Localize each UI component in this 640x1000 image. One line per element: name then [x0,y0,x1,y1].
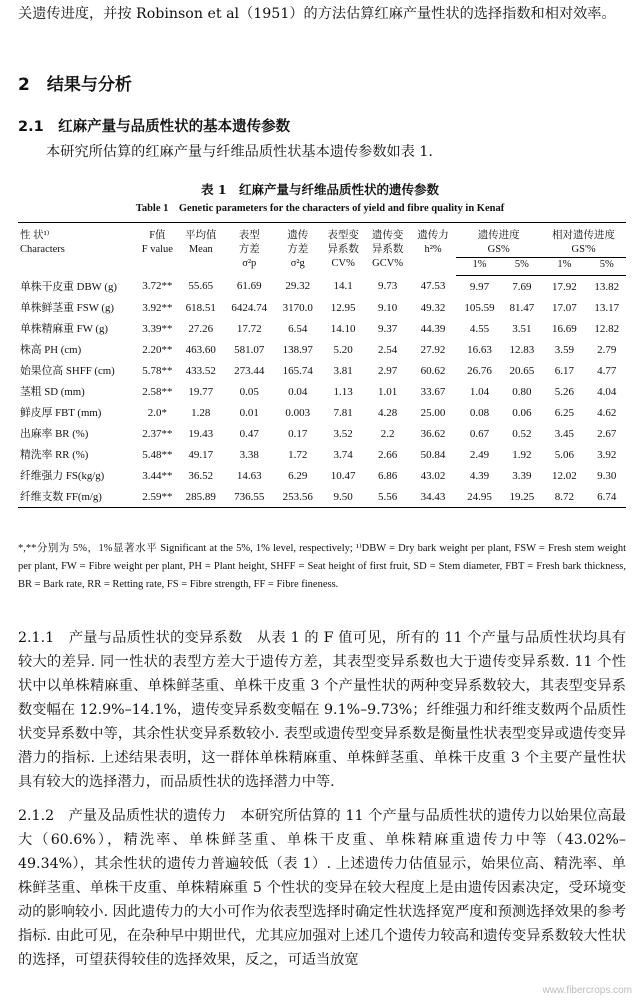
header-pcv-1: 表型变 [327,230,359,241]
table-cell: 3170.0 [282,301,313,314]
table-cell: 16.69 [551,322,577,335]
table-cell: 12.83 [509,343,535,356]
table-cell: 0.003 [285,406,311,419]
table-cell: 4.39 [469,469,490,482]
header-gv-symbol: σ²g [290,258,305,269]
table-row [18,381,626,402]
table-cell: 2.66 [377,448,398,461]
table-cell: 7.69 [512,280,532,293]
section-heading: 2 结果与分析 [18,75,132,95]
table-cell: 3.74 [333,448,353,461]
table-cell: 4.28 [377,406,398,419]
header-genetic-gain [456,223,541,244]
table-cell-trait: 纤维支数 FF(m/g) [18,486,137,508]
table-cell: 3.44** [142,469,173,482]
table-cell: 1.13 [333,385,353,398]
table-cell: 33.67 [420,385,446,398]
table-cell: 2.79 [597,343,617,356]
table-cell: 6424.74 [231,301,268,314]
table-cell-trait: 纤维强力 FS(kg/g) [20,470,105,482]
paragraph-2-1-1: 2.1.1 产量与品质性状的变异系数 从表 1 的 F 值可见，所有的 11 个产量与品质性状均具有较大的差异. 同一性状的表型方差大于遗传方差，其表型变异系数也大于遗传变异系数. 11 个性状中以单株精麻重、单株鲜茎重、单株干皮重 3 个产量性状的两种变异系数较大，其表型变异系数变幅在 12.9%–14.1%，遗传变异系数变幅在 9.1%–9.73%；纤维强力和纤维支数两个品质性状变异系数中等，其余性状变异系数较小. 表型或遗传型变异系数是衡量性状表型变异或遗传变异潜力的指标. 上述结果表明，这一群体单株精麻重、单株鲜茎重、单株干皮重 3 个主要产量性状具有较大的选择潜力，而品质性状的选择潜力中等. [18,630,626,790]
table-cell: 26.76 [467,364,492,377]
header-gs-en: GS% [487,244,510,255]
table-cell: 19.77 [188,385,214,398]
header-pcv [321,223,365,276]
table-cell: 47.53 [420,280,446,293]
header-gcv-1: 遗传变 [371,230,404,241]
table-cell: 12.02 [551,469,577,482]
table-cell: 19.43 [188,427,214,440]
table-cell: 165.74 [282,364,313,377]
table-cell: 3.81 [333,364,353,377]
header-gs-cn: 遗传进度 [477,230,520,241]
table-cell-trait: 单株精麻重 FW (g) [20,323,108,335]
genetic-parameters-table [18,222,626,508]
header-f-cn: F值 [149,230,166,241]
table-cell: 4.77 [597,364,617,377]
table-cell-trait: 精洗率 RR (%) [20,449,89,461]
table-cell: 9.37 [377,322,398,335]
table-cell: 14.1 [333,280,353,293]
table-cell: 4.55 [469,322,490,335]
table-cell: 25.00 [420,406,446,419]
header-mean-cn: 平均值 [185,230,217,241]
watermark: www.fibercrops.com [542,985,632,996]
table-cell: 9.73 [377,280,398,293]
table-cell: 49.17 [188,448,214,461]
header-trait [18,223,137,276]
table-cell: 34.43 [410,486,456,508]
table-cell: 17.72 [236,322,262,335]
table-cell: 581.07 [234,343,265,356]
header-rgs-en: GS'% [571,244,596,255]
table-cell: 2.54 [377,343,398,356]
header-pv-symbol: σ²p [242,258,257,269]
header-gv-1: 遗传 [287,230,309,241]
table-cell: 5.06 [554,448,574,461]
table-cell: 3.39** [142,322,173,335]
table-row [18,339,626,360]
table-cell: 0.67 [469,427,490,440]
table-cell: 5.26 [554,385,574,398]
table-row [18,402,626,423]
table-cell: 55.65 [188,280,214,293]
table-cell: 273.44 [234,364,265,377]
table-cell: 14.10 [330,322,356,335]
table-cell: 0.01 [239,406,259,419]
table-cell: 618.51 [185,301,216,314]
table-cell: 16.63 [467,343,492,356]
table-cell: 17.07 [551,301,577,314]
table-cell: 0.52 [512,427,532,440]
table-cell: 9.97 [469,280,490,293]
table-cell: 1.92 [512,448,532,461]
table-cell: 2.58** [142,385,173,398]
table-cell: 3.39 [512,469,532,482]
table-cell: 2.49 [469,448,490,461]
table-cell: 3.51 [512,322,532,335]
table-cell: 285.89 [178,486,224,508]
header-mean-en: Mean [188,244,213,255]
table-cell: 5.56 [365,486,409,508]
table-cell: 3.38 [239,448,259,461]
header-pcv-2: 异系数 [327,244,359,255]
table-cell: 3.92** [142,301,173,314]
table-cell: 2.0* [147,406,167,419]
table-cell: 0.04 [288,385,308,398]
header-genetic-variance [275,223,321,276]
table-cell: 0.05 [239,385,259,398]
table-cell-trait: 茎粗 SD (mm) [20,386,85,398]
table-cell: 13.17 [594,301,620,314]
table-cell: 44.39 [420,322,446,335]
table-cell: 1.72 [288,448,308,461]
table-cell: 253.56 [275,486,321,508]
header-rgs-1pct: 1% [541,258,587,276]
header-f-en: F value [141,244,173,255]
table-cell: 9.30 [597,469,617,482]
header-h2-cn: 遗传力 [417,230,449,241]
header-gcv-2: 异系数 [371,244,404,255]
table-cell: 6.17 [554,364,574,377]
table-cell: 6.29 [288,469,308,482]
table-cell: 9.50 [321,486,365,508]
table-cell: 1.04 [469,385,490,398]
table-cell: 138.97 [282,343,313,356]
table-cell: 7.81 [333,406,353,419]
table-cell: 81.47 [509,301,535,314]
table-cell: 4.62 [597,406,617,419]
table-row [18,318,626,339]
header-trait-en: Characters [20,244,65,255]
table-cell: 5.78** [142,364,173,377]
table-cell: 12.95 [330,301,356,314]
table-cell: 2.67 [597,427,617,440]
header-pv-2: 方差 [238,244,260,255]
table-cell-trait: 单株干皮重 DBW (g) [20,280,117,293]
header-rgs-5pct: 5% [588,258,626,276]
table-cell: 3.52 [333,427,353,440]
table-cell: 3.59 [554,343,574,356]
header-gcv-en: GCV% [372,258,404,269]
table-cell: 50.84 [420,448,446,461]
table-cell: 12.82 [594,322,620,335]
header-h2-en: h²% [424,244,442,255]
table-cell: 6.54 [288,322,308,335]
table-row [18,423,626,444]
table-footnote: *,**分别为 5%，1%显著水平 Significant at the 5%, 1% level, respectively; ¹⁾DBW = Dry bark weight per plant, FSW = Fresh stem weight per plant, FW = Fibre weight per plant, PH = Plant height, SHFF = Seat height of first fruit, SD = Stem diameter, FBT = Fresh bark thickness, BR = Bark rate, RR = Retting rate, FS = Fibre strength, FF = Fibre fineness. [18,543,626,590]
table-cell: 3.72** [142,280,173,293]
table-cell-trait: 出麻率 BR (%) [20,428,89,440]
table-cell: 5.20 [333,343,353,356]
table-cell: 3.92 [597,448,617,461]
table-cell-trait: 株高 PH (cm) [20,344,82,356]
header-rgs-cn: 相对遗传进度 [552,230,616,241]
subsection-text: 本研究所估算的红麻产量与纤维品质性状基本遗传参数如表 1. [46,144,433,160]
header-pcv-en: CV% [331,258,355,269]
table-row [18,276,626,298]
table-cell: 0.47 [239,427,259,440]
table-cell: 736.55 [224,486,274,508]
table-cell: 0.06 [512,406,532,419]
table-cell: 43.02 [420,469,446,482]
table-cell: 29.32 [285,280,311,293]
header-gcv [365,223,409,276]
table-cell: 19.25 [503,486,541,508]
table-cell: 2.20** [142,343,173,356]
table-cell: 463.60 [185,343,216,356]
table-cell: 60.62 [420,364,446,377]
table-cell: 9.10 [377,301,398,314]
table-cell-trait: 始果位高 SHFF (cm) [20,365,115,377]
table-cell: 14.63 [236,469,262,482]
table-cell: 17.92 [551,280,577,293]
intro-paragraph: 关遗传进度，并按 Robinson et al（1951）的方法估算红麻产量性状的选择指数和相对效率。 [18,6,616,22]
table-cell: 2.59** [137,486,177,508]
table-cell: 1.28 [191,406,211,419]
table-cell: 27.92 [420,343,446,356]
table-row [18,465,626,486]
table-cell: 36.52 [188,469,214,482]
table-row [18,360,626,381]
paragraph-2-1-2: 2.1.2 产量及品质性状的遗传力 本研究所估算的 11 个产量与品质性状的遗传力以始果位高最大（60.6%），精洗率、单株鲜茎重、单株干皮重、单株精麻重遗传力中等（43.02%–49.34%），其余性状的遗传力普遍较低（表 1）. 上述遗传力估值显示，始果位高、精洗率、单株鲜茎重、单株干皮重、单株精麻重 5 个性状的变异在较大程度上是由遗传因素决定，受环境变动的影响较小. 因此遗传力的大小可作为依表型选择时确定性状选择宽严度和预测选择效果的参考指标. 由此可见，在杂种早中期世代，尤其应加强对上述几个遗传力较高和遗传变异系数较大性状的选择，可望获得较佳的选择效果，反之，可适当放宽 [18,808,626,968]
table-cell: 24.95 [456,486,502,508]
table-cell: 8.72 [541,486,587,508]
header-phenotypic-variance [224,223,274,276]
header-gs-5pct: 5% [503,258,541,276]
table-cell: 5.48** [142,448,173,461]
table-cell: 0.17 [288,427,308,440]
table-cell: 6.25 [554,406,574,419]
table-cell: 49.32 [420,301,446,314]
table-cell: 13.82 [594,280,620,293]
table-cell: 6.74 [588,486,626,508]
header-pv-1: 表型 [238,230,260,241]
table-cell: 433.52 [185,364,216,377]
table-cell: 4.04 [597,385,617,398]
table-caption-cn: 表 1 红麻产量与纤维品质性状的遗传参数 [200,182,440,197]
table-cell: 36.62 [420,427,446,440]
table-cell: 0.08 [469,406,490,419]
table-cell: 10.47 [330,469,356,482]
table-cell: 2.2 [380,427,395,440]
table-cell-trait: 鲜皮厚 FBT (mm) [20,407,102,419]
header-f [137,223,177,276]
table-row [18,297,626,318]
table-cell: 105.59 [464,301,495,314]
table-cell: 61.69 [236,280,262,293]
table-cell: 2.37** [142,427,173,440]
subsection-heading: 2.1 红麻产量与品质性状的基本遗传参数 [18,119,291,135]
table-row [18,486,626,508]
table-body [18,276,626,508]
table-cell: 2.97 [377,364,398,377]
table-cell: 3.45 [554,427,574,440]
table-cell: 1.01 [377,385,398,398]
table-row [18,444,626,465]
table-cell: 20.65 [509,364,535,377]
table-cell: 27.26 [188,322,214,335]
header-gv-2: 方差 [287,244,309,255]
table-cell-trait: 单株鲜茎重 FSW (g) [20,302,114,314]
header-trait-cn: 性 状¹⁾ [20,230,50,241]
table-cell: 6.86 [377,469,398,482]
table-cell: 0.80 [512,385,532,398]
header-relative-genetic-gain [541,223,626,244]
header-gs-1pct: 1% [456,258,502,276]
header-heritability [410,223,456,276]
header-mean [178,223,224,276]
table-caption-en: Table 1 Genetic parameters for the characters of yield and fibre quality in Kenaf [135,203,505,214]
